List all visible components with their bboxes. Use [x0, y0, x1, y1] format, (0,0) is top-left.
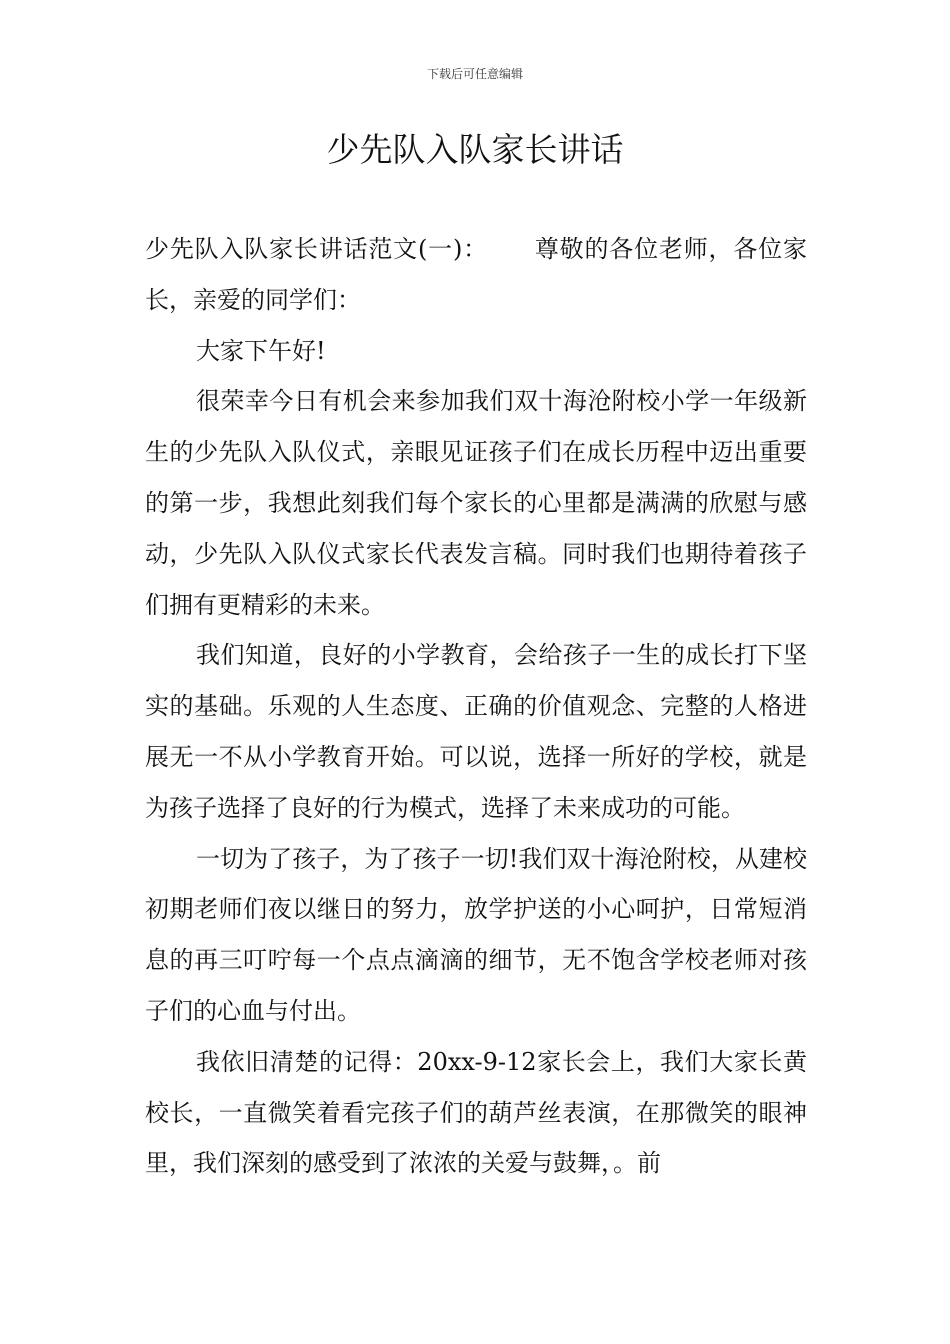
paragraph-3: 一切为了孩子，为了孩子一切!我们双十海沧附校，从建校初期老师们夜以继日的努力，放学护送的小心呵护，日常短消息的再三叮咛每一个点点滴滴的细节，无不饱含学校老师对孩子们的心血与付出。 — [145, 844, 807, 1025]
intro-label: 少先队入队家长讲话范文(一)： — [145, 235, 488, 263]
document-title: 少先队入队家长讲话 — [326, 130, 624, 169]
paragraph-greeting: 大家下午好! — [196, 336, 326, 365]
document-body — [145, 224, 807, 1189]
paragraph-2: 我们知道，良好的小学教育，会给孩子一生的成长打下坚实的基础。乐观的人生态度、正确的价值观念、完整的人格进展无一不从小学教育开始。可以说，选择一所好的学校，就是为孩子选择了良好的行为模式，选择了未来成功的可能。 — [145, 641, 807, 822]
header-note: 下载后可任意编辑 — [426, 67, 523, 81]
paragraph-4: 我依旧清楚的记得：20xx-9-12家长会上，我们大家长黄校长，一直微笑着看完孩子们的葫芦丝表演，在那微笑的眼神里，我们深刻的感受到了浓浓的关爱与鼓舞，。前 — [145, 1047, 807, 1178]
intro-greeting: 尊敬的各位老师，各位家长，亲爱的同学们： — [145, 235, 807, 314]
intro-paragraph — [145, 224, 807, 326]
paragraph-1: 很荣幸今日有机会来参加我们双十海沧附校小学一年级新生的少先队入队仪式，亲眼见证孩子们在成长历程中迈出重要的第一步，我想此刻我们每个家长的心里都是满满的欣慰与感动，少先队入队仪式家长代表发言稿。同时我们也期待着孩子们拥有更精彩的未来。 — [145, 387, 807, 619]
